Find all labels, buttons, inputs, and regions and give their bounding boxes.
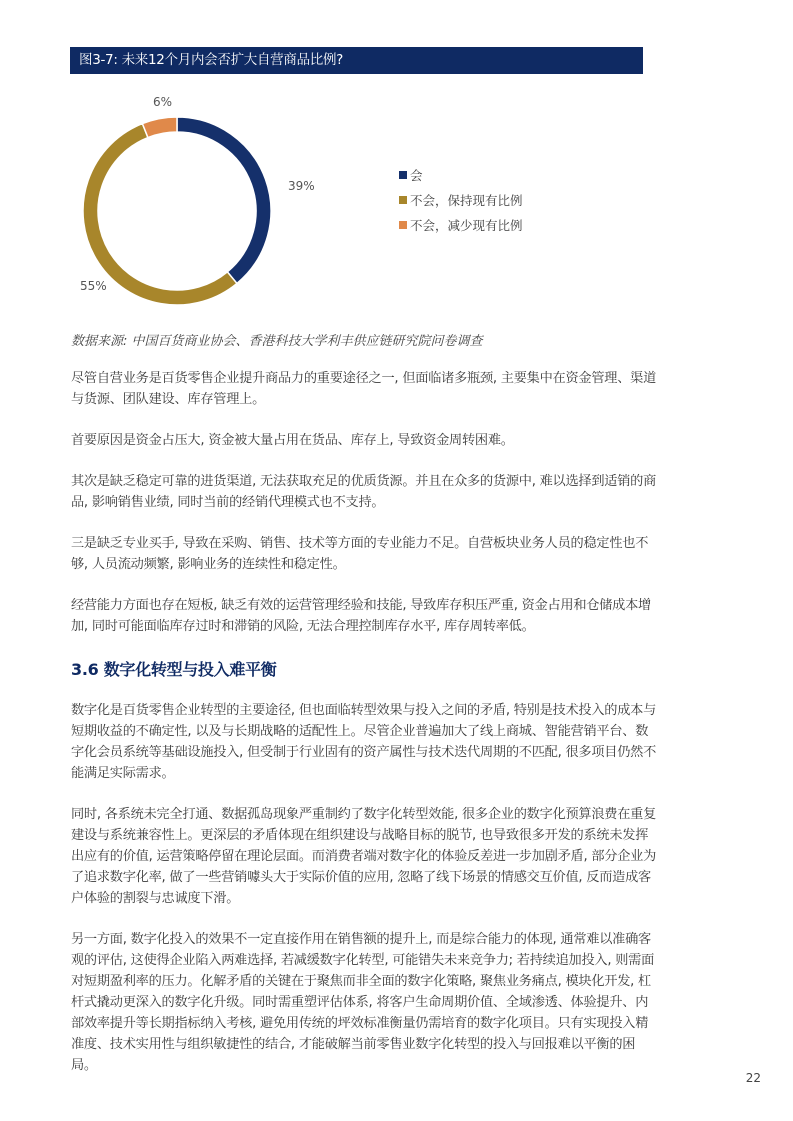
paragraph: 其次是缺乏稳定可靠的进货渠道, 无法获取充足的优质货源。并且在众多的货源中, 难以选择到适销的商品, 影响销售业绩, 同时当前的经销代理模式也不支持。 xyxy=(71,474,657,510)
paragraph: 另一方面, 数字化投入的效果不一定直接作用在销售额的提升上, 而是综合能力的体现, 通常难以准确客观的评估, 这使得企业陷入两难选择, 若减缓数字化转型, 可能错失未来竞争力; 若持续追加投入, 则需面对短期盈利率的压力。化解矛盾的关键在于聚焦而非全面的数字化策略, 聚焦业务痛点, 模块化开发, 杠杆式撬动更深入的数字化升级。同时需重塑评估体系, 将客户生命周期价值、全域渗透、体验提升、内部效率提升等长期指标纳入考核, 避免用传统的坪效标准衡量仍需培育的数字化项目。只有实现投入精准度、技术实用性与组织敏捷性的结合, 才能破解当前零售业数字化转型的投入与回报难以平衡的困局。 xyxy=(71,932,655,1073)
data-source-note: 数据来源: 中国百货商业协会、香港科技大学利丰供应链研究院问卷调查 xyxy=(71,334,483,349)
paragraph: 尽管自营业务是百货零售企业提升商品力的重要途径之一, 但面临诸多瓶颈, 主要集中在资金管理、渠道与货源、团队建设、库存管理上。 xyxy=(71,371,657,407)
paragraph: 经营能力方面也存在短板, 缺乏有效的运营管理经验和技能, 导致库存积压严重, 资金占用和仓储成本增加, 同时可能面临库存过时和滞销的风险, 无法合理控制库存水平, 库存周转率低。 xyxy=(71,598,651,634)
legend-label: 会 xyxy=(410,167,423,183)
paragraph: 数字化是百货零售企业转型的主要途径, 但也面临转型效果与投入之间的矛盾, 特别是技术投入的成本与短期收益的不确定性, 以及与长期战略的适配性上。尽管企业普遍加大了线上商城、智能营销平台、数字化会员系统等基础设施投入, 但受制于行业固有的资产属性与技术迭代周期的不匹配, 很多项目仍然不能满足实际需求。 xyxy=(71,703,657,781)
slice-value-label: 39% xyxy=(288,179,315,193)
legend-item xyxy=(399,212,523,237)
legend-swatch xyxy=(399,221,407,229)
donut-slice xyxy=(83,124,237,305)
donut-slice xyxy=(177,117,271,283)
legend-swatch xyxy=(399,171,407,179)
slice-value-label: 6% xyxy=(153,95,173,109)
figure-title: 图3-7: 未来12个月内会否扩大自营商品比例? xyxy=(70,47,643,74)
donut-chart xyxy=(60,90,340,310)
legend-label: 不会，保持现有比例 xyxy=(410,192,523,208)
donut-slice xyxy=(142,117,177,138)
chart-legend xyxy=(399,162,523,237)
legend-item xyxy=(399,187,523,212)
paragraph: 三是缺乏专业买手, 导致在采购、销售、技术等方面的专业能力不足。自营板块业务人员的稳定性也不够, 人员流动频繁, 影响业务的连续性和稳定性。 xyxy=(71,536,649,572)
paragraph: 同时, 各系统未完全打通、数据孤岛现象严重制约了数字化转型效能, 很多企业的数字化预算浪费在重复建设与系统兼容性上。更深层的矛盾体现在组织建设与战略目标的脱节, 也导致很多开发的系统未发挥出应有的价值, 运营策略停留在理论层面。而消费者端对数字化的体验反差进一步加剧矛盾, 部分企业为了追求数字化率, 做了一些营销噱头大于实际价值的应用, 忽略了线下场景的情感交互价值, 反而造成客户体验的割裂与忠诚度下滑。 xyxy=(71,807,657,906)
section-heading: 3.6 数字化转型与投入难平衡 xyxy=(71,660,277,679)
slice-value-label: 55% xyxy=(80,279,107,293)
body-section-a xyxy=(71,368,656,1096)
paragraph: 首要原因是资金占压大, 资金被大量占用在货品、库存上, 导致资金周转困难。 xyxy=(71,433,514,448)
legend-item xyxy=(399,162,523,187)
legend-label: 不会，减少现有比例 xyxy=(410,217,523,233)
legend-swatch xyxy=(399,196,407,204)
page-number: 22 xyxy=(745,1071,761,1085)
